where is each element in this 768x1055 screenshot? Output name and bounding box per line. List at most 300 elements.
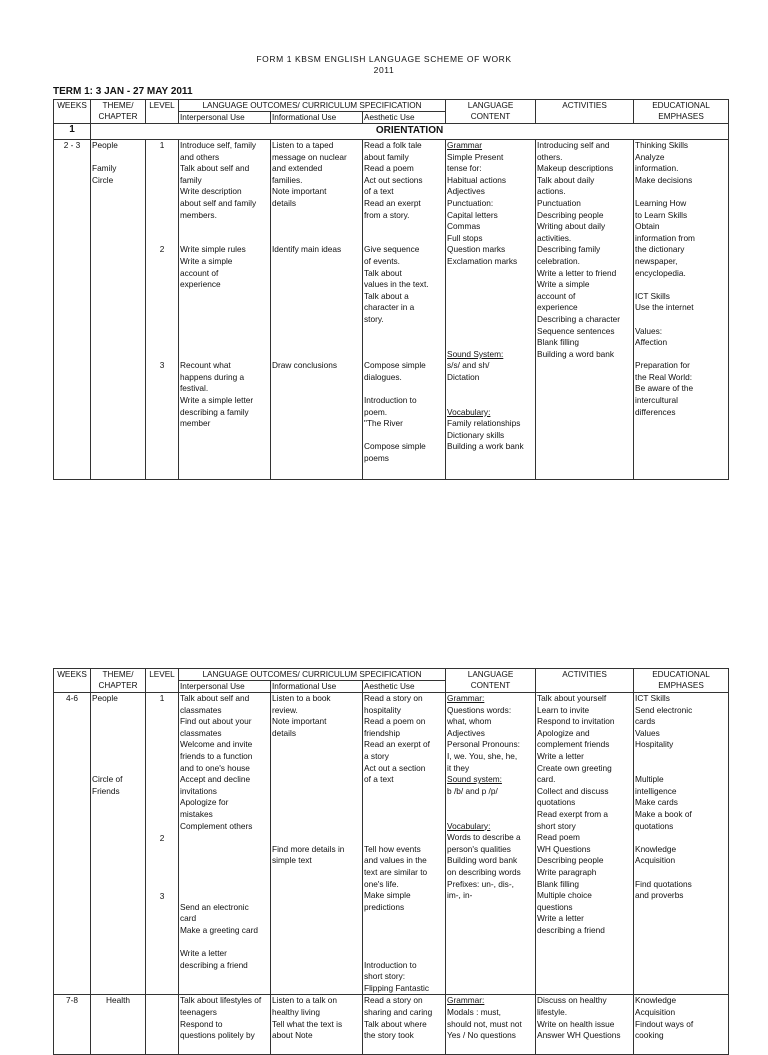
cell-line xyxy=(272,349,361,361)
cell-line xyxy=(447,797,534,809)
level-cell xyxy=(146,995,179,1055)
cell-line: details xyxy=(272,727,296,738)
header-level: LEVEL xyxy=(146,669,179,693)
cell-line xyxy=(180,844,269,856)
header-educational-emphases: EDUCATIONAL EMPHASES xyxy=(634,669,729,693)
cell-line: Write paragraph xyxy=(537,866,597,877)
cell-line: story. xyxy=(364,313,384,324)
cell-line: Welcome and invite xyxy=(180,739,253,750)
cell-line: account of xyxy=(537,290,576,301)
cell-line xyxy=(635,186,727,198)
cell-line: Analyze xyxy=(635,151,665,162)
level-3: 3 xyxy=(159,360,165,370)
cell-line: Introduction to xyxy=(364,395,417,406)
cell-line: intercultural xyxy=(635,395,678,406)
cell-line: cards xyxy=(635,716,656,727)
cell-line xyxy=(447,291,534,303)
cell-line: Make simple xyxy=(364,890,411,901)
cell-line: questions politely by xyxy=(180,1030,255,1041)
cell-line: Friends xyxy=(92,785,120,796)
cell-line: about Note xyxy=(272,1030,313,1041)
cell-line: Sound system: xyxy=(447,774,502,785)
level-cell xyxy=(146,140,179,480)
cell-line xyxy=(635,279,727,291)
cell-line: text are similar to xyxy=(364,866,428,877)
cell-line: from a story. xyxy=(364,209,410,220)
cell-line: Discuss on healthy xyxy=(537,995,607,1006)
cell-line: activities. xyxy=(537,232,572,243)
cell-line: Be aware of the xyxy=(635,383,694,394)
cell-line: poem. xyxy=(364,406,388,417)
cell-line: and proverbs xyxy=(635,890,684,901)
cell-line: experience xyxy=(537,302,578,313)
cell-line xyxy=(92,763,144,775)
cell-line xyxy=(180,291,269,303)
cell-line: cooking xyxy=(635,1030,664,1041)
interpersonal-cell xyxy=(179,995,271,1055)
cell-line xyxy=(180,337,269,349)
cell-line: Knowledge xyxy=(635,843,677,854)
cell-line: Talk about xyxy=(364,267,402,278)
cell-line xyxy=(447,268,534,280)
cell-line: s/s/ and sh/ xyxy=(447,360,490,371)
cell-line: Make a book of xyxy=(635,808,692,819)
cell-line: Draw conclusions xyxy=(272,360,338,371)
cell-line: tense for: xyxy=(447,163,482,174)
cell-line: friends to a function xyxy=(180,750,253,761)
cell-line: Respond to invitation xyxy=(537,716,615,727)
cell-line: values in the text. xyxy=(364,279,429,290)
cell-line: others. xyxy=(537,151,563,162)
cell-line: Describing a character xyxy=(537,313,621,324)
cell-line xyxy=(272,279,361,291)
cell-line xyxy=(364,832,444,844)
cell-line: Talk about a xyxy=(364,290,409,301)
cell-line: Thinking Skills xyxy=(635,140,689,150)
cell-line: Identify main ideas xyxy=(272,244,342,255)
level-1: 1 xyxy=(159,140,165,150)
weeks-cell: 7-8 xyxy=(54,995,91,1055)
header-activities: ACTIVITIES xyxy=(536,100,634,124)
cell-line xyxy=(364,913,444,925)
cell-line: Grammar xyxy=(447,140,483,150)
cell-line xyxy=(272,210,361,222)
cell-line: Write a letter xyxy=(537,750,584,761)
cell-line: details xyxy=(272,197,296,208)
cell-line: Knowledge xyxy=(635,995,677,1006)
cell-line: it they xyxy=(447,762,470,773)
cell-line: celebration. xyxy=(537,255,580,266)
level-2: 2 xyxy=(159,244,165,254)
cell-line xyxy=(364,786,444,798)
cell-line: Values: xyxy=(635,325,663,336)
header-educational-emphases: EDUCATIONAL EMPHASES xyxy=(634,100,729,124)
cell-line: dialogues. xyxy=(364,371,402,382)
cell-line xyxy=(272,326,361,338)
cell-line: encyclopedia. xyxy=(635,267,686,278)
document-year: 2011 xyxy=(373,65,395,75)
cell-line: friendship xyxy=(364,727,400,738)
activities-cell xyxy=(536,693,634,995)
cell-line xyxy=(272,221,361,233)
cell-line: Recount what xyxy=(180,360,231,371)
cell-line: Dictionary skills xyxy=(447,429,505,440)
cell-line: Answer WH Questions xyxy=(537,1030,621,1041)
cell-line: Compose simple xyxy=(364,441,426,452)
cell-line: classmates xyxy=(180,704,222,715)
cell-line: Sound System: xyxy=(447,348,504,359)
cell-line: Listen to a taped xyxy=(272,140,334,150)
cell-line xyxy=(364,925,444,937)
interpersonal-cell xyxy=(179,140,271,480)
cell-line: Read an exerpt xyxy=(364,197,421,208)
cell-line: I, we. You, she, he, xyxy=(447,750,518,761)
cell-line: member xyxy=(180,418,211,429)
cell-line: Give sequence xyxy=(364,244,420,255)
cell-line: ICT Skills xyxy=(635,290,670,301)
cell-line: ICT Skills xyxy=(635,693,670,703)
cell-line xyxy=(364,233,444,245)
cell-line: Simple Present xyxy=(447,151,504,162)
cell-line xyxy=(364,337,444,349)
cell-line: Talk about self and xyxy=(180,693,250,703)
cell-line: Capital letters xyxy=(447,209,498,220)
cell-line: newspaper, xyxy=(635,255,678,266)
cell-line: sharing and caring xyxy=(364,1007,433,1018)
orientation-row: ORIENTATION xyxy=(91,124,729,140)
cell-line: Values xyxy=(635,727,660,738)
cell-line: Make decisions xyxy=(635,174,693,185)
header-aesthetic: Aesthetic Use xyxy=(363,681,446,693)
cell-line: Grammar: xyxy=(447,995,485,1006)
cell-line: Read a folk tale xyxy=(364,140,422,150)
cell-line xyxy=(635,832,727,844)
cell-line: Circle xyxy=(92,174,114,185)
cell-line: and to one's house xyxy=(180,762,250,773)
level-3: 3 xyxy=(159,891,165,901)
cell-line: Vocabulary: xyxy=(447,406,491,417)
cell-line: Family relationships xyxy=(447,418,521,429)
cell-line: of events. xyxy=(364,255,400,266)
cell-line: Tell what the text is xyxy=(272,1018,343,1029)
cell-line: Listen to a talk on xyxy=(272,995,338,1006)
cell-line: and values in the xyxy=(364,855,427,866)
theme-cell xyxy=(91,140,146,480)
cell-line: Blank filling xyxy=(537,878,579,889)
cell-line xyxy=(447,809,534,821)
aesthetic-cell xyxy=(363,995,446,1055)
cell-line: Habitual actions xyxy=(447,174,507,185)
cell-line xyxy=(272,832,361,844)
cell-line: Vocabulary: xyxy=(447,820,491,831)
orientation-week: 1 xyxy=(54,124,91,140)
aesthetic-cell xyxy=(363,140,446,480)
theme-cell xyxy=(91,693,146,995)
cell-line: happens during a xyxy=(180,371,245,382)
cell-line: Act out a section xyxy=(364,762,426,773)
cell-line xyxy=(364,383,444,395)
cell-line: Talk about where xyxy=(364,1018,427,1029)
cell-line: Apologize for xyxy=(180,797,229,808)
cell-line: Read a poem xyxy=(364,163,414,174)
cell-line: Read exerpt from a xyxy=(537,808,609,819)
cell-line xyxy=(364,221,444,233)
cell-line: Sequence sentences xyxy=(537,325,615,336)
aesthetic-cell xyxy=(363,693,446,995)
cell-line xyxy=(92,728,144,740)
cell-line: of a text xyxy=(364,774,394,785)
cell-line xyxy=(447,383,534,395)
language-content-cell xyxy=(446,995,536,1055)
cell-line: Commas xyxy=(447,221,481,232)
cell-line: Collect and discuss xyxy=(537,785,609,796)
header-language-content: LANGUAGE CONTENT xyxy=(446,100,536,124)
cell-line xyxy=(364,948,444,960)
cell-line: WH Questions xyxy=(537,843,591,854)
cell-line xyxy=(364,430,444,442)
cell-line: Write simple rules xyxy=(180,244,246,255)
cell-line xyxy=(447,395,534,407)
cell-line: short story xyxy=(537,820,576,831)
cell-line: simple text xyxy=(272,855,312,866)
cell-line xyxy=(635,867,727,879)
cell-line xyxy=(635,763,727,775)
cell-line xyxy=(180,314,269,326)
cell-line: and extended xyxy=(272,163,323,174)
cell-line: Apologize and xyxy=(537,727,590,738)
cell-line: Questions words: xyxy=(447,704,512,715)
cell-line: Findout ways of xyxy=(635,1018,694,1029)
cell-line: Create own greeting xyxy=(537,762,612,773)
cell-line xyxy=(447,279,534,291)
cell-line: Read a story on xyxy=(364,995,423,1006)
cell-line xyxy=(180,349,269,361)
theme-cell: Health xyxy=(91,995,146,1055)
cell-line: actions. xyxy=(537,186,566,197)
level-2: 2 xyxy=(159,833,165,843)
cell-line: Describing people xyxy=(537,855,604,866)
cell-line: account of xyxy=(180,267,219,278)
header-theme: THEME/ CHAPTER xyxy=(91,100,146,124)
cell-line: Flipping Fantastic xyxy=(364,982,430,993)
header-weeks: WEEKS xyxy=(54,100,91,124)
cell-line xyxy=(447,337,534,349)
cell-line: Personal Pronouns: xyxy=(447,739,520,750)
cell-line: card. xyxy=(537,774,556,785)
cell-line: Find quotations xyxy=(635,878,692,889)
cell-line: Yes / No questions xyxy=(447,1030,516,1041)
cell-line: Write a simple letter xyxy=(180,395,254,406)
cell-line xyxy=(272,314,361,326)
level-1: 1 xyxy=(159,693,165,703)
cell-line: Writing about daily xyxy=(537,221,606,232)
cell-line xyxy=(180,867,269,879)
cell-line: about family xyxy=(364,151,409,162)
cell-line: Accept and decline xyxy=(180,774,251,785)
cell-line xyxy=(272,291,361,303)
header-aesthetic: Aesthetic Use xyxy=(363,112,446,124)
cell-line: classmates xyxy=(180,727,222,738)
cell-line: quotations xyxy=(635,820,674,831)
cell-line xyxy=(635,314,727,326)
cell-line: Talk about lifestyles of xyxy=(180,995,262,1006)
cell-line xyxy=(180,233,269,245)
cell-line: Find out about your xyxy=(180,716,252,727)
cell-line xyxy=(635,349,727,361)
cell-line: Punctuation: xyxy=(447,197,494,208)
cell-line: Read a story on xyxy=(364,693,423,703)
cell-line: Obtain xyxy=(635,221,660,232)
cell-line: hospitality xyxy=(364,704,401,715)
cell-line xyxy=(180,890,269,902)
cell-line: short story: xyxy=(364,971,406,982)
cell-line xyxy=(180,221,269,233)
cell-line xyxy=(180,326,269,338)
cell-line xyxy=(447,326,534,338)
cell-line: Learning How xyxy=(635,197,687,208)
cell-line xyxy=(92,739,144,751)
header-outcomes: LANGUAGE OUTCOMES/ CURRICULUM SPECIFICATION xyxy=(179,669,446,681)
cell-line: Find more details in xyxy=(272,843,345,854)
cell-line: Make a greeting card xyxy=(180,924,258,935)
cell-line: the Real World: xyxy=(635,371,693,382)
cell-line: Affection xyxy=(635,337,668,348)
header-interpersonal: Interpersonal Use xyxy=(179,681,271,693)
cell-line: poems xyxy=(364,453,389,464)
cell-line: Circle of xyxy=(92,774,123,785)
cell-line: Blank filling xyxy=(537,337,579,348)
cell-line: what, whom xyxy=(447,716,492,727)
cell-line: should not, must not xyxy=(447,1018,522,1029)
cell-line: Acquisition xyxy=(635,855,676,866)
educational-emphases-cell xyxy=(634,140,729,480)
cell-line: b /b/ and p /p/ xyxy=(447,785,498,796)
cell-line: experience xyxy=(180,279,221,290)
cell-line: Hospitality xyxy=(635,739,674,750)
cell-line: Act out sections xyxy=(364,174,423,185)
cell-line xyxy=(364,821,444,833)
level-cell xyxy=(146,693,179,995)
cell-line: Write a simple xyxy=(537,279,590,290)
language-content-cell xyxy=(446,140,536,480)
activities-cell xyxy=(536,140,634,480)
cell-line xyxy=(180,855,269,867)
cell-line: Write description xyxy=(180,186,242,197)
cell-line: describing a family xyxy=(180,406,249,417)
cell-line: intelligence xyxy=(635,785,677,796)
cell-line xyxy=(272,256,361,268)
cell-line: a story xyxy=(364,750,389,761)
cell-line: invitations xyxy=(180,785,217,796)
cell-line xyxy=(92,152,144,164)
cell-line: character in a xyxy=(364,302,415,313)
cell-line: Describing people xyxy=(537,209,604,220)
cell-line xyxy=(180,302,269,314)
cell-line: questions xyxy=(537,901,573,912)
cell-line: to Learn Skills xyxy=(635,209,688,220)
educational-emphases-cell xyxy=(634,995,729,1055)
cell-line: Write a letter xyxy=(180,948,227,959)
cell-line: lifestyle. xyxy=(537,1007,568,1018)
scheme-table-page2 xyxy=(53,668,729,1055)
cell-line xyxy=(447,314,534,326)
cell-line: Listen to a book xyxy=(272,693,331,703)
cell-line: Preparation for xyxy=(635,360,690,371)
cell-line: Send an electronic xyxy=(180,901,249,912)
interpersonal-cell xyxy=(179,693,271,995)
cell-line: Use the internet xyxy=(635,302,694,313)
cell-line: Compose simple xyxy=(364,360,426,371)
cell-line: on describing words xyxy=(447,866,521,877)
cell-line xyxy=(272,763,361,775)
cell-line: Make cards xyxy=(635,797,678,808)
cell-line xyxy=(272,337,361,349)
cell-line: Note important xyxy=(272,186,327,197)
cell-line: one's life. xyxy=(364,878,399,889)
header-weeks: WEEKS xyxy=(54,669,91,693)
cell-line xyxy=(180,936,269,948)
cell-line xyxy=(364,349,444,361)
cell-line xyxy=(272,809,361,821)
cell-line: mistakes xyxy=(180,808,213,819)
cell-line: families. xyxy=(272,174,303,185)
cell-line xyxy=(272,774,361,786)
cell-line: Full stops xyxy=(447,232,483,243)
cell-line: Read an exerpt of xyxy=(364,739,430,750)
cell-line: Adjectives xyxy=(447,186,485,197)
cell-line: Acquisition xyxy=(635,1007,676,1018)
cell-line: People xyxy=(92,693,118,703)
cell-line xyxy=(364,326,444,338)
header-level: LEVEL xyxy=(146,100,179,124)
cell-line xyxy=(180,879,269,891)
informational-cell xyxy=(271,995,363,1055)
cell-line xyxy=(92,705,144,717)
cell-line: Write a letter to friend xyxy=(537,267,617,278)
cell-line: Family xyxy=(92,163,117,174)
cell-line: Multiple choice xyxy=(537,890,592,901)
cell-line: Tell how events xyxy=(364,843,421,854)
cell-line: Talk about self and xyxy=(180,163,250,174)
cell-line: Makeup descriptions xyxy=(537,163,614,174)
cell-line: Introducing self and xyxy=(537,140,610,150)
educational-emphases-cell xyxy=(634,693,729,995)
cell-line xyxy=(272,751,361,763)
header-informational: Informational Use xyxy=(271,112,363,124)
cell-line: Dictation xyxy=(447,371,480,382)
cell-line: Grammar: xyxy=(447,693,485,703)
cell-line xyxy=(272,302,361,314)
cell-line: Building a word bank xyxy=(537,348,615,359)
activities-cell xyxy=(536,995,634,1055)
cell-line xyxy=(272,233,361,245)
cell-line xyxy=(635,751,727,763)
cell-line xyxy=(272,797,361,809)
language-content-cell xyxy=(446,693,536,995)
cell-line: Words to describe a xyxy=(447,832,521,843)
cell-line: im-, in- xyxy=(447,890,473,901)
cell-line: Building a work bank xyxy=(447,441,524,452)
cell-line xyxy=(364,797,444,809)
cell-line xyxy=(92,751,144,763)
cell-line: festival. xyxy=(180,383,209,394)
cell-line: Building word bank xyxy=(447,855,518,866)
cell-line: describing a friend xyxy=(537,924,605,935)
cell-line: People xyxy=(92,140,118,150)
cell-line: the story took xyxy=(364,1030,414,1041)
cell-line: describing a friend xyxy=(180,959,248,970)
cell-line: Talk about daily xyxy=(537,174,595,185)
